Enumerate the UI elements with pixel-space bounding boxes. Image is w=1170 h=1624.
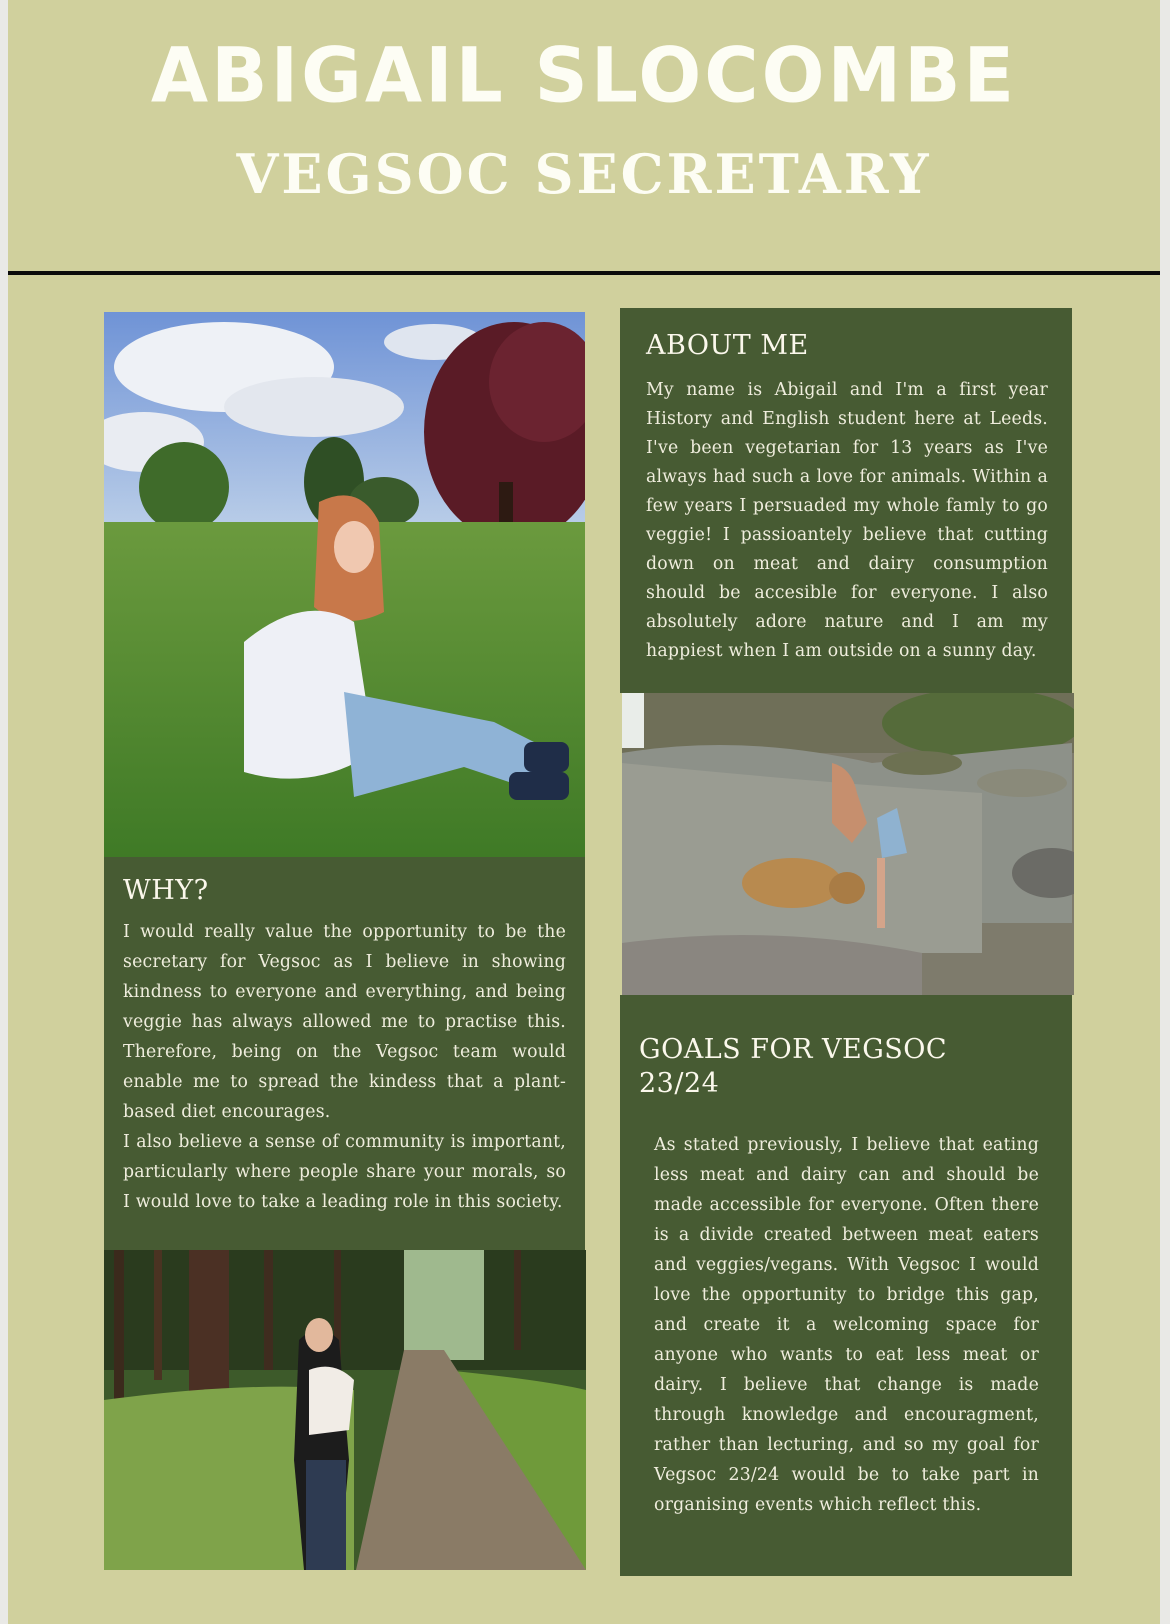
- poster-page: [8, 0, 1160, 1624]
- header-divider: [8, 271, 1160, 275]
- photo-forest-path: [104, 1250, 586, 1570]
- about-me-heading: ABOUT ME: [646, 330, 809, 361]
- goals-heading: [639, 1033, 947, 1101]
- goals-heading-line-2: 23/24: [639, 1068, 720, 1099]
- goals-panel: [620, 995, 1072, 1576]
- why-paragraph-1: I would really value the opportunity to be the secretary for Vegsoc as I believe in showing kindness to everyone and everything, and being veggie has always allowed me to practise this. Therefore, being on the Vegsoc team would enable me to spread the kindess that a plant-based diet encourages.: [123, 922, 566, 1122]
- about-me-text: My name is Abigail and I'm a first year History and English student here at Leeds. I've been vegetarian for 13 years as I've always had such a love for animals. Within a few years I persuaded my whole famly to go veggie! I passioantely believe that cutting down on meat and dairy consumption should be accesible for everyone. I also absolutely adore nature and I am my happiest when I am outside on a sunny day.: [646, 380, 1048, 661]
- why-paragraph-2: I also believe a sense of community is important, particularly where people share your morals, so I would love to take a leading role in this society.: [123, 1132, 566, 1212]
- photo-river-with-dog: [622, 693, 1074, 995]
- goals-text: As stated previously, I believe that eating less meat and dairy can and should be made accessible for everyone. Often there is a divide created between meat eaters and veggies/vegans. With Vegsoc I would love the opportunity to bridge this gap, and create it a welcoming space for anyone who wants to eat less meat or dairy. I believe that change is made through knowledge and encouragment, rather than lecturing, and so my goal for Vegsoc 23/24 would be to take part in organising events which reflect this.: [654, 1135, 1039, 1515]
- candidate-role: VEGSOC SECRETARY: [236, 142, 932, 206]
- candidate-name: ABIGAIL SLOCOMBE: [150, 32, 1018, 120]
- goals-heading-line-1: GOALS FOR VEGSOC: [639, 1034, 948, 1065]
- why-heading: WHY?: [123, 875, 209, 906]
- about-me-panel: [620, 308, 1072, 693]
- why-panel: [104, 857, 585, 1250]
- photo-sitting-on-grass: [104, 312, 585, 857]
